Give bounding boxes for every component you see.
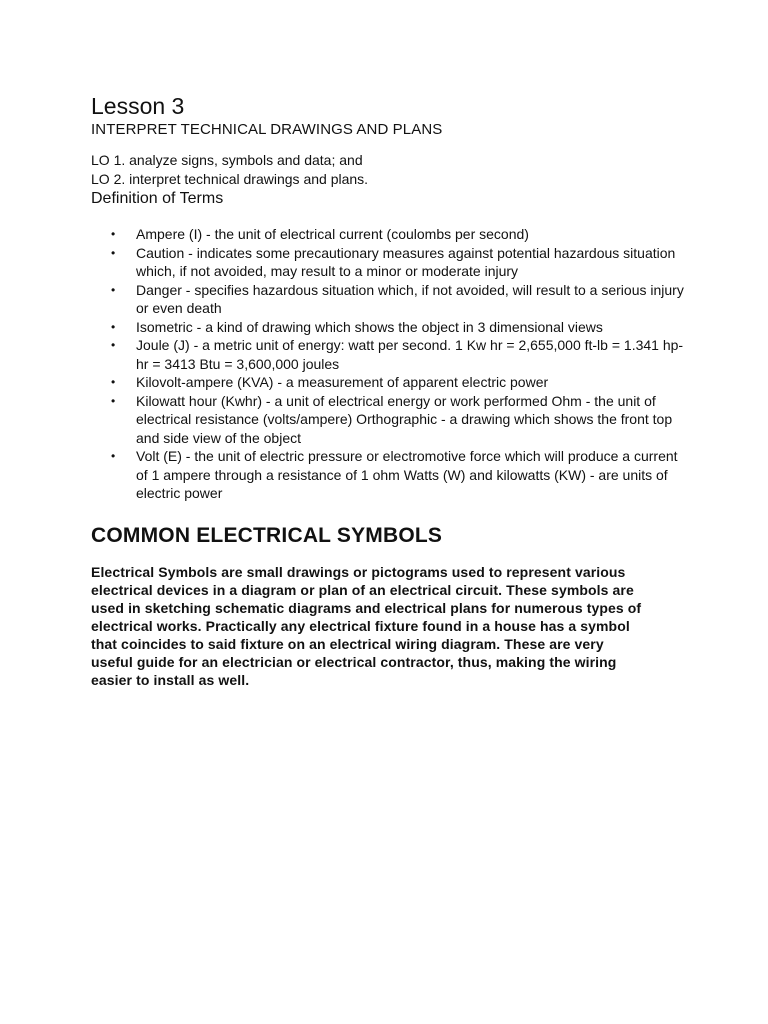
list-item <box>91 373 684 392</box>
list-item <box>91 225 684 244</box>
list-item <box>91 281 684 318</box>
bullet-icon: • <box>111 227 116 241</box>
term-text: Danger - specifies hazardous situation which, if not avoided, will result to a serious injury or even death <box>136 281 684 316</box>
term-text: Caution - indicates some precautionary measures against potential hazardous situation which, if not avoided, may result to a minor or moderate injury <box>136 244 676 279</box>
term-text: Ampere (I) - the unit of electrical current (coulombs per second) <box>136 226 529 242</box>
list-item <box>91 447 684 503</box>
list-item <box>91 336 684 373</box>
term-text: Kilovolt-ampere (KVA) - a measurement of apparent electric power <box>136 374 549 390</box>
lesson-subtitle: INTERPRET TECHNICAL DRAWINGS AND PLANS <box>91 121 443 138</box>
bullet-icon: • <box>111 449 116 463</box>
term-text: Kilowatt hour (Kwhr) - a unit of electrical energy or work performed Ohm - the unit of electrical resistance (volts/ampere) Orthographic - a drawing which shows the front top and side view of the object <box>136 392 673 446</box>
bullet-icon: • <box>111 319 116 334</box>
bullet-icon: • <box>111 375 116 389</box>
definitions-list <box>91 225 691 503</box>
learning-objective-1: LO 1. analyze signs, symbols and data; and <box>91 152 363 168</box>
document-page <box>91 92 691 689</box>
learning-objective-2: LO 2. interpret technical drawings and plans. <box>91 171 369 187</box>
definitions-heading: Definition of Terms <box>91 190 224 207</box>
bullet-icon: • <box>111 338 116 352</box>
list-item <box>91 318 684 337</box>
section-body-text: Electrical Symbols are small drawings or pictograms used to represent various electrical devices in a diagram or plan of an electrical circuit. These symbols are used in sketching schematic diagrams and electrical plans for numerous types of electrical works. Practically any electrical fixture found in a house has a symbol that coincides to said fixture on an electrical wiring diagram. These are very useful guide for an electrician or electrical contractor, thus, making the wiring easier to install as well. <box>91 563 642 688</box>
list-item <box>91 244 684 281</box>
term-text: Joule (J) - a metric unit of energy: watt per second. 1 Kw hr = 2,655,000 ft-lb = 1.341 hp-hr = 3413 Btu = 3,600,000 joules <box>136 337 684 372</box>
bullet-icon: • <box>111 393 116 408</box>
lesson-title: Lesson 3 <box>91 93 185 119</box>
bullet-icon: • <box>111 282 116 297</box>
section-heading: COMMON ELECTRICAL SYMBOLS <box>91 523 443 547</box>
bullet-icon: • <box>111 245 116 260</box>
list-item <box>91 392 684 448</box>
term-text: Volt (E) - the unit of electric pressure or electromotive force which will produce a current of 1 ampere through a resistance of 1 ohm Watts (W) and kilowatts (KW) - are units of electric power <box>136 448 678 501</box>
term-text: Isometric - a kind of drawing which shows the object in 3 dimensional views <box>136 318 603 335</box>
